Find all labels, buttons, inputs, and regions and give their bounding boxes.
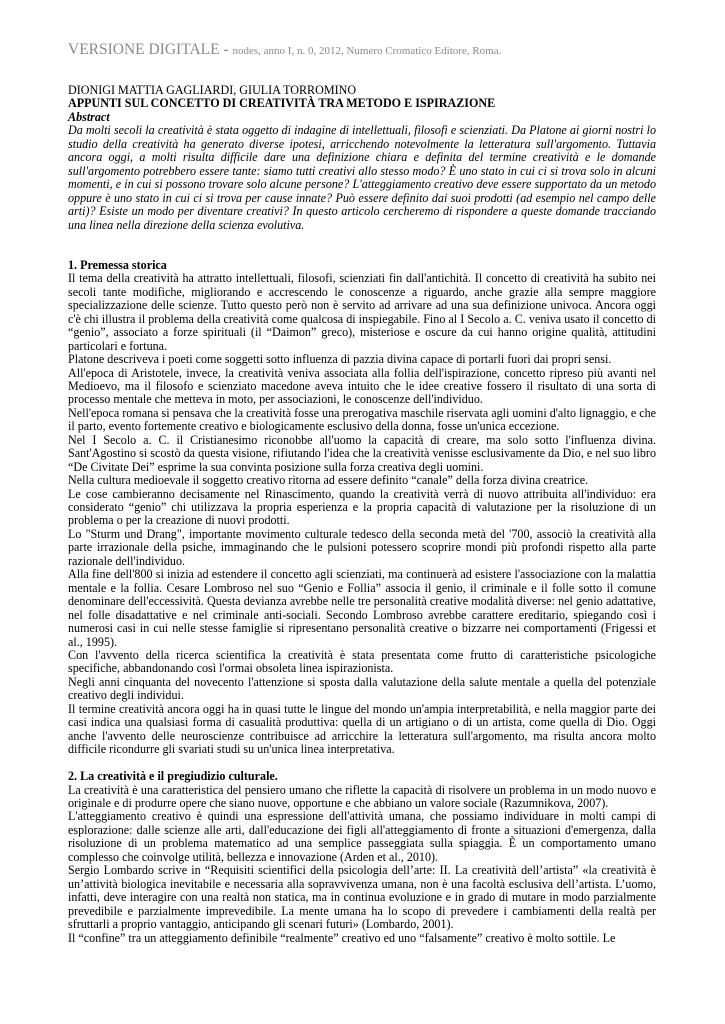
article-body (68, 84, 656, 945)
section-heading: 2. La creatività e il pregiudizio culturale. (68, 769, 278, 784)
journal-name: VERSIONE DIGITALE (68, 41, 220, 58)
abstract-label: Abstract (68, 109, 110, 124)
article-authors: DIONIGI MATTIA GAGLIARDI, GIULIA TORROMINO (68, 83, 357, 97)
paragraph: Il tema della creatività ha attratto intellettuali, filosofi, scienziati fin dall'antichità. Il concetto di creatività ha subito nei secoli tante modifiche, migliorando e accrescendo le conoscenze a riguardo, anche grazie alla sempre maggiore specializzazione delle scienze. Tutto questo però non è servito ad arrivare ad una sua definizione univoca. Ancora oggi c'è chi illustra il problema della creatività come qualcosa di inspiegabile. Fino al I Secolo a. C. veniva usato il concetto di “genio”, associato a forze spirituali (il “Daimon” greco), misteriose e oscure da cui hanno origine qualità, attitudini particolari e fortuna. (68, 271, 656, 353)
journal-header (68, 41, 668, 59)
paragraph: All'epoca di Aristotele, invece, la creatività veniva associata alla follia dell'ispirazione, concetto ripreso più avanti nel Medioevo, ma il filosofo e scienziato macedone aveva intuito che le idee creative fossero il risultato di una sorta di processo mentale che metteva in moto, per associazioni, le conoscenze dell'individuo. (68, 365, 656, 407)
paragraph: Alla fine dell'800 si inizia ad estendere il concetto agli scienziati, ma continuerà ad esistere l'associazione con la malattia mentale e la follia. Cesare Lombroso nel suo “Genio e Follia” associa il genio, il criminale e il folle sotto il comune denominare dell'eccessività. Questa devianza avrebbe nelle tre personalità creative modalità diverse: nel genio adattative, nel folle disadattative e nel criminale anti-sociali. Secondo Lombroso avrebbe carattere ereditario, spiegando così i numerosi casi in cui nelle stesse famiglie si ripresentano personalità creative o bizzarre nei comportamenti (Frigessi et al., 1995). (68, 567, 656, 649)
paragraph: Nel I Secolo a. C. il Cristianesimo riconobbe all'uomo la capacità di creare, ma solo sotto l'influenza divina. Sant'Agostino si scostò da questa visione, rifiutando l'idea che la creatività venisse esclusivamente da Dio, e nel suo libro “De Civitate Dei” esprime la sua convinta posizione sulla forza creativa degli uomini. (68, 432, 656, 474)
paragraph: Nella cultura medioevale il soggetto creativo ritorna ad essere definito “canale” della forza divina creatrice. (68, 473, 589, 488)
paragraph: Il termine creatività ancora oggi ha in quasi tutte le lingue del mondo un'ampia interpretabilità, e nella maggior parte dei casi indica una qualsiasi forma di casualità produttiva: quella di un artigiano o di un artista, come quella di Dio. Oggi anche l'avvento delle neuroscienze contribuisce ad arricchire la letteratura sull'argomento, ma risulta ancora molto difficile ricondurre gli svariati studi su un'unica linea interpretativa. (68, 701, 656, 757)
header-separator: - (219, 41, 233, 58)
paragraph: Le cose cambieranno decisamente nel Rinascimento, quando la creatività verrà di nuovo attribuita all'individuo: era considerato “genio” chi utilizzava la propria esperienza e la propria capacità di valutazione per la risoluzione di un problema o per la creazione di nuovi prodotti. (68, 486, 656, 528)
spacer (68, 757, 656, 770)
paragraph: La creatività è una caratteristica del pensiero umano che riflette la capacità di risolvere un problema in un modo nuovo e originale e di produrre opere che siano nuove, opportune e che abbiano un valore sociale (Razumnikova, 2007). (68, 782, 656, 810)
paragraph: Negli anni cinquanta del novecento l'attenzione si sposta dalla valutazione della salute mentale a quella del potenziale creativo degli individui. (68, 674, 656, 703)
paragraph: Platone descriveva i poeti come soggetti sotto influenza di pazzia divina capace di portarli fuori dai propri sensi. (68, 352, 612, 367)
paragraph: Sergio Lombardo scrive in “Requisiti scientifici della psicologia dell’arte: II. La creatività dell’artista” «la creatività è un’attività biologica inevitabile e necessaria alla sopravvivenza umana, non è una facoltà esclusiva dell’artista. L’uomo, infatti, deve interagire con una realtà non statica, ma in continua evoluzione e in grado di mutare in modo parzialmente prevedibile e parzialmente imprevedibile. La mente umana ha lo scopo di prevedere i cambiamenti della realtà per sfruttarli a proprio vantaggio, anticipando gli scenari futuri» (Lombardo, 2001). (68, 863, 656, 932)
paragraph: L'atteggiamento creativo è quindi una espressione dell'attività umana, che possiamo individuare in molti campi di esplorazione: dalle scienze alle arti, dall'educazione dei figli all'atteggiamento di fronte a situazioni d'emergenza, dalla risoluzione di un problema matematico ad una semplice passeggiata sulla spiaggia. È un comportamento umano complesso che coinvolge utilità, bellezza e innovazione (Arden et al., 2010). (68, 809, 656, 864)
article-title: APPUNTI SUL CONCETTO DI CREATIVITÀ TRA METODO E ISPIRAZIONE (68, 96, 496, 111)
paragraph: Con l'avvento della ricerca scientifica la creatività è stata presentata come frutto di caratteristiche psicologiche specifiche, abbandonando così l'ormai obsoleta linea ispirazionista. (68, 648, 656, 676)
paragraph: Il “confine” tra un atteggiamento definibile “realmente” creativo ed uno “falsamente” creativo è molto sottile. Le (68, 930, 616, 945)
abstract-text: Da molti secoli la creatività è stata oggetto di indagine di intellettuali, filosofi e scienziati. Da Platone ai giorni nostri lo studio della creatività ha generato diverse ipotesi, arricchendo notevolmente la letteratura sull'argomento. Tuttavia ancora oggi, a molti risulta difficile dare una definizione chiara e definita del termine creatività e le domande sull'argomento potrebbero essere tante: siamo tutti creativi allo stesso modo? È uno stato in cui ci si trova solo in alcuni momenti, e in cui si possono trovare solo alcune persone? L'atteggiamento creativo deve essere supportato da un metodo oppure è uno stato in cui ci si trova per cause innate? Può essere definito dai suoi prodotti (ad esempio nel campo delle arti)? Esiste un modo per diventare creativi? In questo articolo cercheremo di rispondere a queste domande tracciando una linea nella direzione della scienza evolutiva. (68, 123, 656, 232)
section-heading: 1. Premessa storica (68, 257, 167, 272)
paragraph: Lo "Sturm und Drang", importante movimento culturale tedesco della seconda metà del '700, associò la creatività alla parte irrazionale della psiche, immaginando che le pulsioni potessero scoprire mondi più profondi rispetto alla parte razionale dell'individuo. (68, 526, 656, 568)
paragraph: Nell'epoca romana si pensava che la creatività fosse una prerogativa maschile riservata agli uomini d'alto lignaggio, e che il parto, evento fortemente creativo e biologicamente esclusivo della donna, fosse un'unica eccezione. (68, 405, 656, 434)
spacer (68, 232, 656, 259)
journal-details: nodes, anno I, n. 0, 2012, Numero Cromatico Editore, Roma. (232, 45, 502, 57)
